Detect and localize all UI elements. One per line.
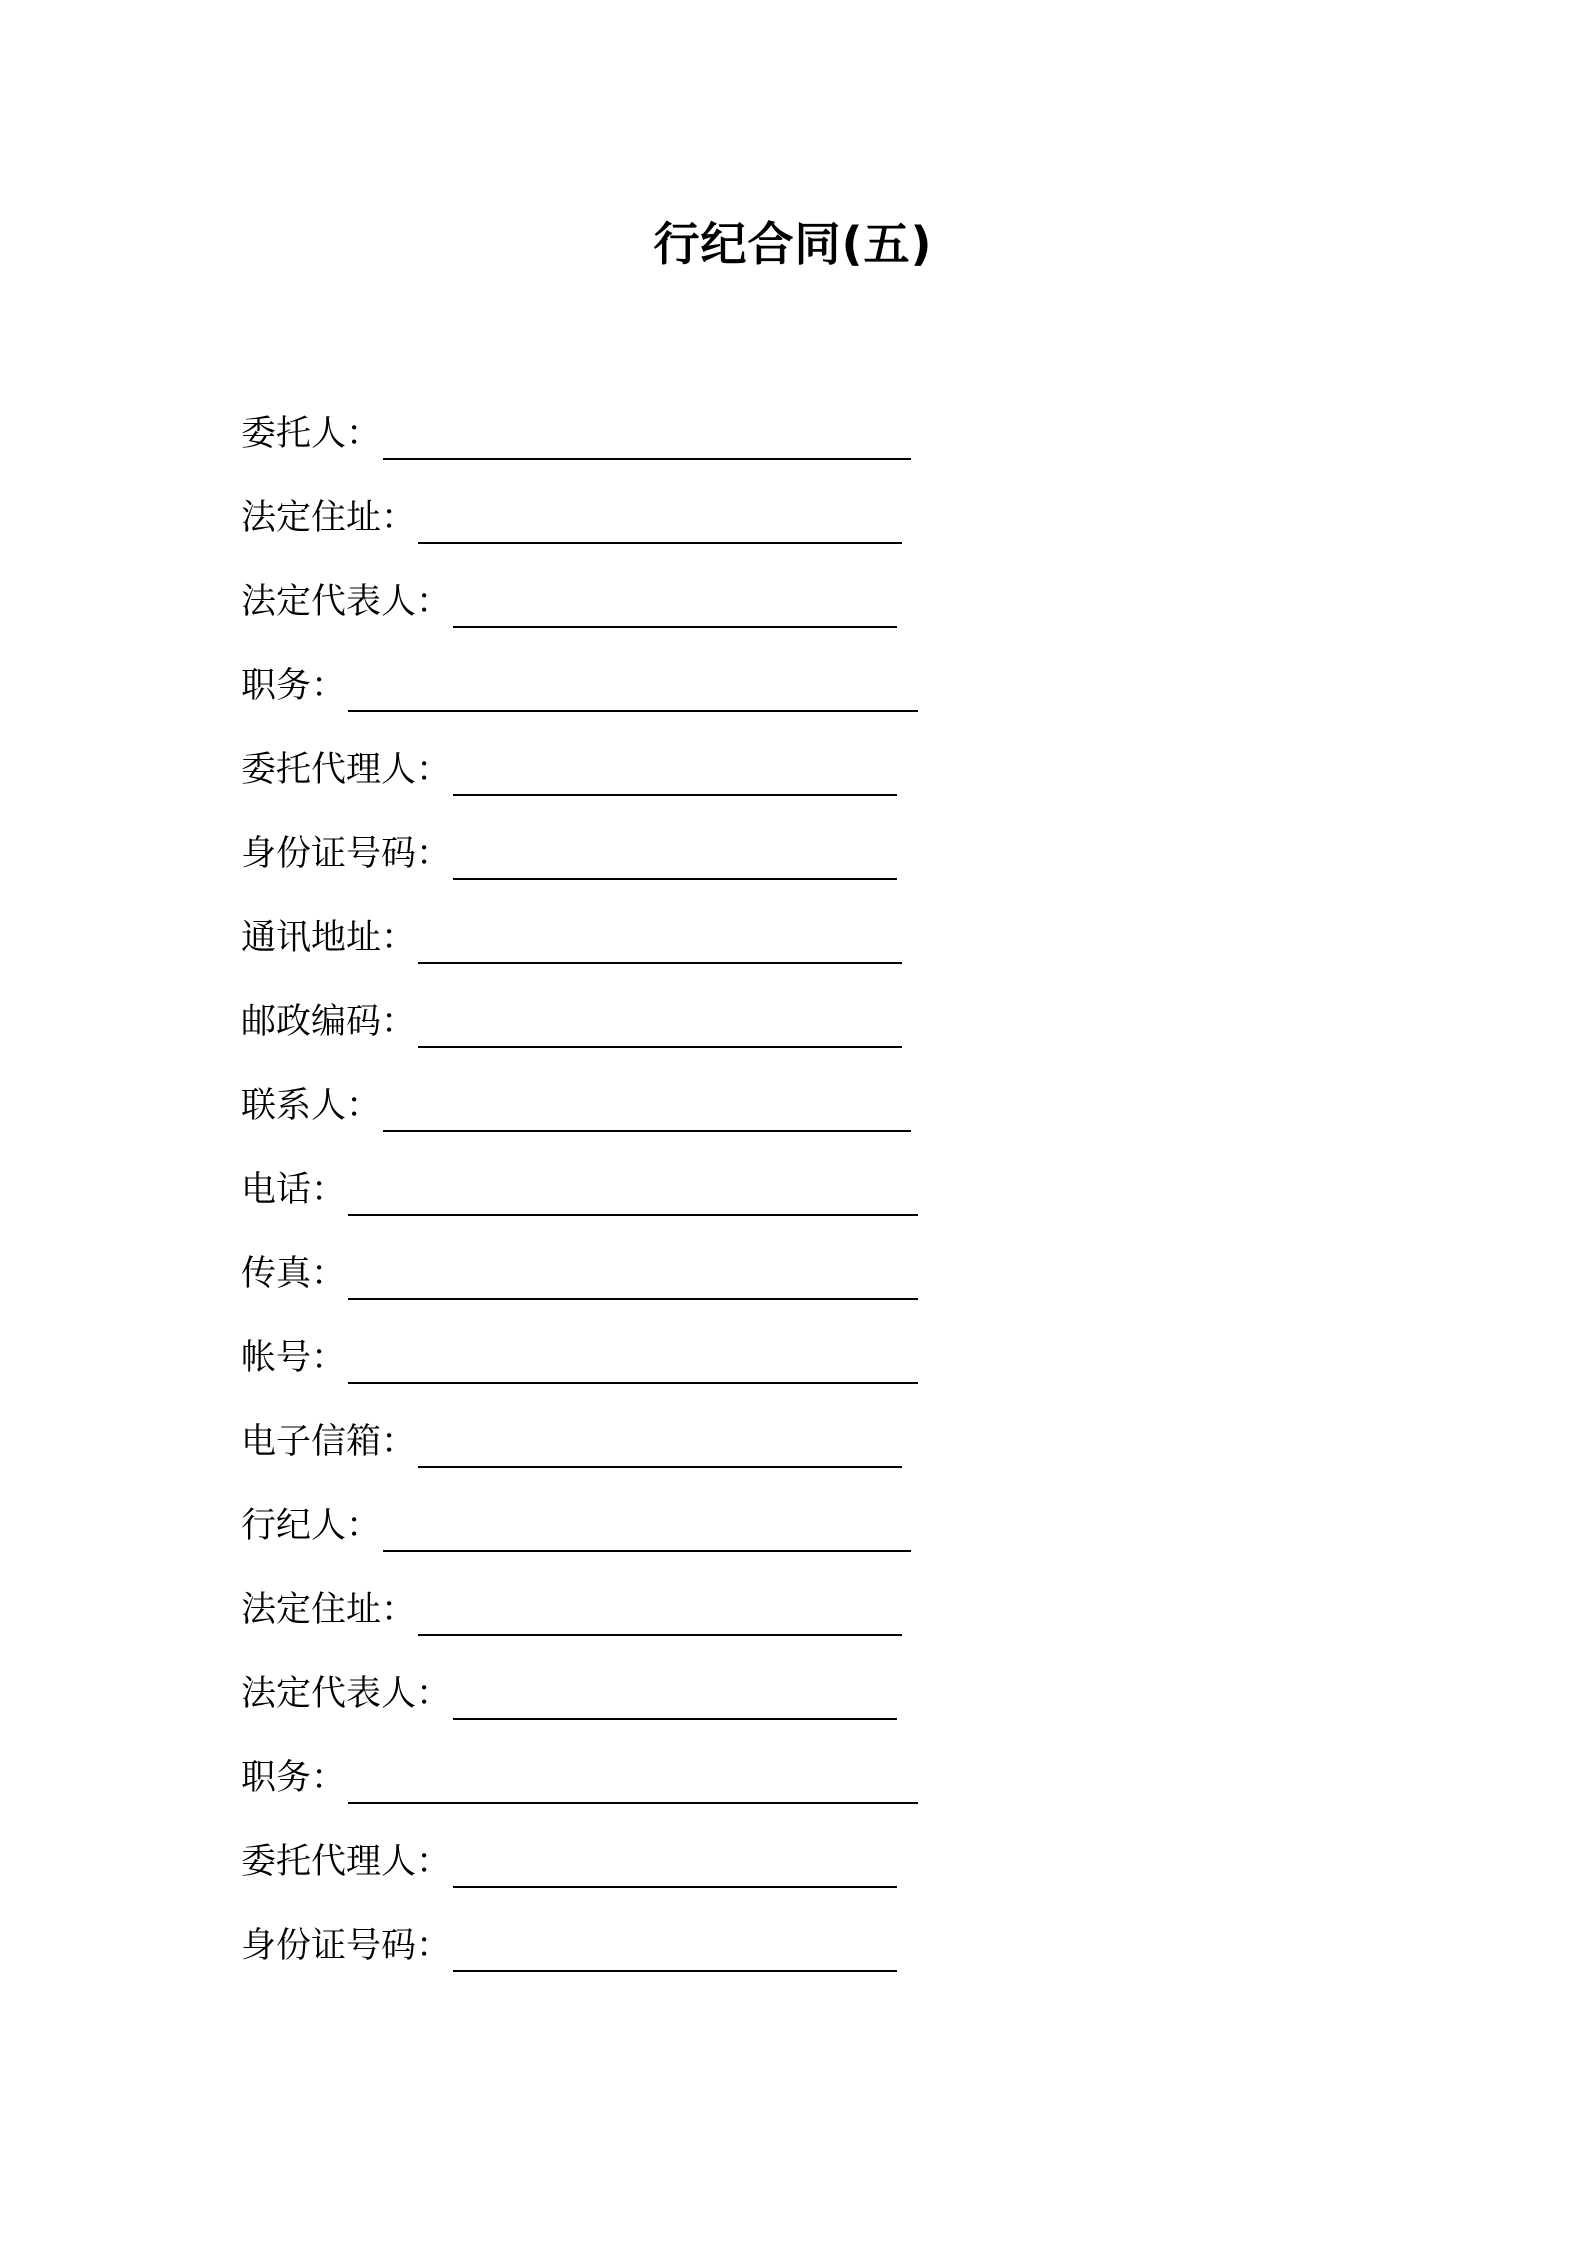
fill-blank-fax[interactable] — [348, 1246, 918, 1300]
field-row-client — [241, 406, 1341, 490]
field-row-broker-agent — [241, 1834, 1341, 1918]
fill-blank-client-id[interactable] — [453, 826, 897, 880]
field-row-broker-id — [241, 1918, 1341, 2002]
field-label-client-legal-rep: 法定代表人： — [241, 582, 452, 622]
field-row-broker-legal-rep — [241, 1666, 1341, 1750]
field-row-mailing-address — [241, 910, 1341, 994]
fill-blank-phone[interactable] — [348, 1162, 918, 1216]
field-label-broker: 行纪人： — [241, 1506, 382, 1546]
field-row-client-legal-rep — [241, 574, 1341, 658]
field-row-contact — [241, 1078, 1341, 1162]
field-row-client-address — [241, 490, 1341, 574]
document-title: 行纪合同(五) — [653, 217, 933, 271]
field-label-client-address: 法定住址： — [241, 498, 417, 538]
field-row-account — [241, 1330, 1341, 1414]
fill-blank-broker-legal-rep[interactable] — [453, 1666, 897, 1720]
field-label-mailing-address: 通讯地址： — [241, 918, 417, 958]
fill-blank-email[interactable] — [418, 1414, 902, 1468]
fill-blank-mailing-address[interactable] — [418, 910, 902, 964]
fill-blank-broker[interactable] — [383, 1498, 911, 1552]
field-label-client-position: 职务： — [241, 666, 347, 706]
field-label-broker-agent: 委托代理人： — [241, 1842, 452, 1882]
field-row-client-id — [241, 826, 1341, 910]
field-row-client-position — [241, 658, 1341, 742]
field-label-client-agent: 委托代理人： — [241, 750, 452, 790]
field-row-phone — [241, 1162, 1341, 1246]
field-row-fax — [241, 1246, 1341, 1330]
field-label-email: 电子信箱： — [241, 1422, 417, 1462]
field-label-account: 帐号： — [241, 1338, 347, 1378]
field-label-broker-address: 法定住址： — [241, 1590, 417, 1630]
fill-blank-client-agent[interactable] — [453, 742, 897, 796]
fill-blank-broker-position[interactable] — [348, 1750, 918, 1804]
field-row-email — [241, 1414, 1341, 1498]
fill-blank-broker-agent[interactable] — [453, 1834, 897, 1888]
fill-blank-postal-code[interactable] — [418, 994, 902, 1048]
fill-blank-contact[interactable] — [383, 1078, 911, 1132]
fill-blank-account[interactable] — [348, 1330, 918, 1384]
field-row-postal-code — [241, 994, 1341, 1078]
fill-blank-client-legal-rep[interactable] — [453, 574, 897, 628]
field-label-client-id: 身份证号码： — [241, 834, 452, 874]
field-label-contact: 联系人： — [241, 1086, 382, 1126]
fill-blank-client[interactable] — [383, 406, 911, 460]
field-label-phone: 电话： — [241, 1170, 347, 1210]
field-label-client: 委托人： — [241, 414, 382, 454]
field-label-broker-id: 身份证号码： — [241, 1926, 452, 1966]
fill-blank-broker-id[interactable] — [453, 1918, 897, 1972]
party-info-fields — [241, 406, 1341, 2002]
field-label-fax: 传真： — [241, 1254, 347, 1294]
fill-blank-client-position[interactable] — [348, 658, 918, 712]
field-label-broker-legal-rep: 法定代表人： — [241, 1674, 452, 1714]
field-label-broker-position: 职务： — [241, 1758, 347, 1798]
field-row-client-agent — [241, 742, 1341, 826]
field-row-broker-position — [241, 1750, 1341, 1834]
field-row-broker-address — [241, 1582, 1341, 1666]
field-label-postal-code: 邮政编码： — [241, 1002, 417, 1042]
field-row-broker — [241, 1498, 1341, 1582]
fill-blank-client-address[interactable] — [418, 490, 902, 544]
fill-blank-broker-address[interactable] — [418, 1582, 902, 1636]
